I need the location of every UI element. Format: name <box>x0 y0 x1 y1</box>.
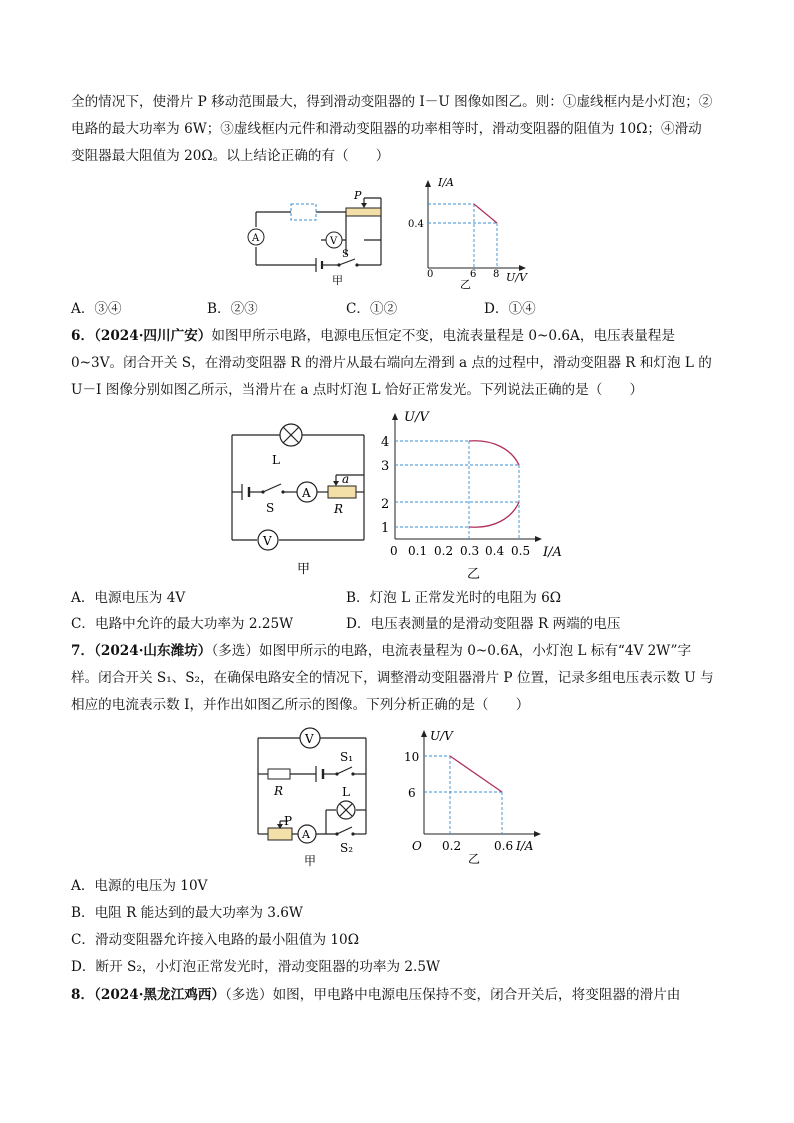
fig-caption: 乙 <box>467 567 481 582</box>
slider-label: P <box>354 190 362 202</box>
q7-option-a[interactable]: A．电源的电压为 10V <box>71 878 208 894</box>
x-tick: 0.2 <box>434 544 454 558</box>
x-tick: 0 <box>390 544 398 558</box>
x-axis-label: I/A <box>543 545 562 560</box>
q6-line-2: 0~3V。闭合开关 S，在滑动变阻器 R 的滑片从最右端向左滑到 a 点的过程中，滑动变阻器 R 和灯泡 L 的 <box>71 355 712 371</box>
q6-circuit-figure <box>222 420 372 585</box>
resistor-label: R <box>334 502 344 516</box>
y-tick: 4 <box>381 435 390 450</box>
q6-number: 6． <box>71 328 95 344</box>
fig-caption: 乙 <box>460 278 471 290</box>
q6-option-c[interactable]: C．电路中允许的最大功率为 2.25W <box>71 616 294 632</box>
q5-option-a[interactable]: A．③④ <box>71 301 122 317</box>
q7-option-d[interactable]: D．断开 S₂，小灯泡正常发光时，滑动变阻器的功率为 2.5W <box>71 959 440 975</box>
q7-number: 7． <box>71 643 95 659</box>
switch2-label: S₂ <box>340 841 354 855</box>
voltmeter-label: V <box>330 236 338 247</box>
fig-caption: 乙 <box>468 852 481 866</box>
fig-caption: 甲 <box>304 854 317 868</box>
q6-line-1 <box>71 326 675 346</box>
y-tick: 2 <box>381 497 390 512</box>
rheostat <box>268 828 292 840</box>
x-tick: 8 <box>493 269 500 280</box>
q7-line-2: 样。闭合开关 S₁、S₂，在确保电路安全的情况下，调整滑动变阻器滑片 P 位置，记录多组电压表示数 U 与 <box>71 670 714 686</box>
lamp-label: L <box>272 453 280 467</box>
q5-option-d[interactable]: D．①④ <box>484 301 536 317</box>
q5-line-3: 变阻器最大阻值为 20Ω。以上结论正确的有（ ） <box>71 148 390 164</box>
rheostat <box>328 486 356 498</box>
q5-graph-figure <box>408 172 538 290</box>
fig-caption: 甲 <box>332 274 343 287</box>
q7-line-3: 相应的电流表示数 I，并作出如图乙所示的图像。下列分析正确的是（ ） <box>71 697 530 713</box>
q7-line-1 <box>71 641 691 661</box>
y-tick: 0.4 <box>408 219 424 230</box>
q5-option-b[interactable]: B．②③ <box>207 301 258 317</box>
rheostat <box>346 208 381 216</box>
y-tick: 3 <box>381 459 390 474</box>
q5-option-c[interactable]: C．①② <box>346 301 398 317</box>
x-tick: 0.5 <box>511 544 531 558</box>
q8-number: 8． <box>71 987 95 1003</box>
y-tick: 10 <box>404 750 420 764</box>
x-axis-label: I/A <box>516 839 534 853</box>
ammeter-label: A <box>302 486 311 500</box>
q7-source: （2024·山东潍坊） <box>94 643 212 659</box>
origin-label: 0 <box>427 269 434 280</box>
x-tick: 0.1 <box>408 544 428 558</box>
y-axis-label: U/V <box>404 410 429 425</box>
point-a-label: a <box>342 472 350 486</box>
q8-text: （多选）如图，甲电路中电源电压保持不变，闭合开关后，将变阻器的滑片由 <box>225 987 681 1003</box>
q7-circuit-figure <box>248 724 378 874</box>
q8-source: （2024·黑龙江鸡西） <box>94 987 225 1003</box>
origin-label: O <box>412 839 422 853</box>
voltmeter-label: V <box>305 732 314 746</box>
x-tick: 0.4 <box>485 544 505 558</box>
voltmeter-label: V <box>263 534 272 548</box>
x-tick: 0.6 <box>494 839 514 853</box>
q7-text: （多选）如图甲所示的电路，电流表量程为 0~0.6A，小灯泡 L 标有“4V 2W”字 <box>211 643 692 659</box>
q6-option-a[interactable]: A．电源电压为 4V <box>71 590 186 606</box>
q6-source: （2024·四川广安） <box>94 328 212 344</box>
fig-caption: 甲 <box>297 562 311 577</box>
q5-line-1: 全的情况下，使滑片 P 移动范围最大，得到滑动变阻器的 I－U 图像如图乙。则：①虚线框内是小灯泡；② <box>71 94 713 110</box>
q6-graph-figure <box>374 405 574 585</box>
q7-graph-figure <box>398 722 548 867</box>
q5-line-2: 电路的最大功率为 6W；③虚线框内元件和滑动变阻器的功率相等时，滑动变阻器的阻值为 10Ω；④滑动 <box>71 121 702 137</box>
y-tick: 6 <box>408 786 416 800</box>
switch-label: S <box>266 501 275 515</box>
y-axis-label: U/V <box>430 729 453 743</box>
lamp-label: L <box>342 785 350 799</box>
resistor <box>268 769 290 779</box>
q6-text: 如图甲所示电路，电源电压恒定不变，电流表量程是 0~0.6A，电压表量程是 <box>211 328 676 344</box>
ammeter-label: A <box>302 828 310 841</box>
q5-circuit-figure <box>236 190 406 290</box>
slider-label: P <box>284 814 293 828</box>
q6-line-3: U－I 图像分别如图乙所示，当滑片在 a 点时灯泡 L 恰好正常发光。下列说法正确的是（ ） <box>71 382 644 398</box>
switch-label: S <box>342 249 349 260</box>
dashed-box <box>291 204 316 220</box>
y-tick: 1 <box>381 521 390 536</box>
q7-option-c[interactable]: C．滑动变阻器允许接入电路的最小阻值为 10Ω <box>71 932 359 948</box>
q7-option-b[interactable]: B．电阻 R 能达到的最大功率为 3.6W <box>71 905 303 921</box>
x-axis-label: U/V <box>506 271 527 284</box>
q6-option-d[interactable]: D．电压表测量的是滑动变阻器 R 两端的电压 <box>346 616 621 632</box>
q6-option-b[interactable]: B．灯泡 L 正常发光时的电阻为 6Ω <box>346 590 562 606</box>
switch1-label: S₁ <box>340 750 354 764</box>
x-tick: 0.3 <box>460 544 480 558</box>
y-axis-label: I/A <box>438 176 454 189</box>
ammeter-label: A <box>252 233 260 244</box>
resistor-label: R <box>274 784 284 798</box>
x-tick: 6 <box>470 269 477 280</box>
x-tick: 0.2 <box>442 839 462 853</box>
q8-line-1 <box>71 985 680 1005</box>
